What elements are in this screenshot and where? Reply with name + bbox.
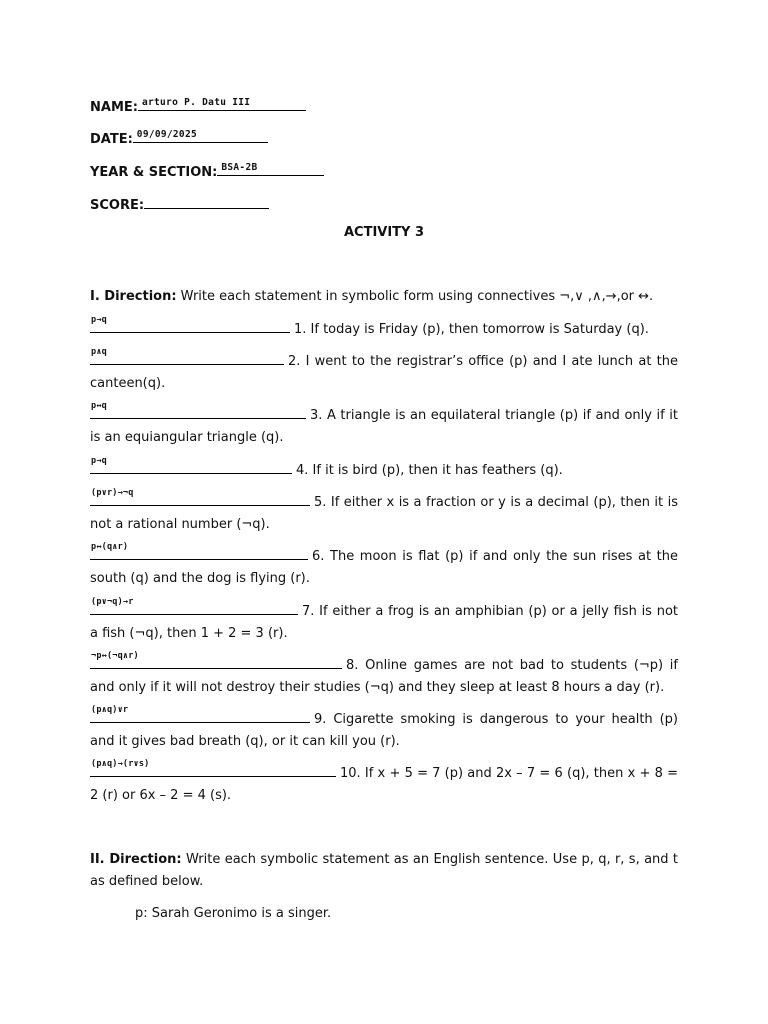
question-text-5: 5. If either x is a fraction or y is a decimal (p), then it is not a rational number (¬q). (90, 495, 678, 532)
part1-direction-text: Write each statement in symbolic form using connectives ¬,∨ ,∧,→,or ↔. (176, 289, 654, 304)
answer-line-1 (90, 315, 290, 333)
answer-line-7 (90, 597, 298, 615)
answer-handwriting-10: (p∧q)→(r∨s) (91, 759, 150, 769)
score-line (144, 193, 269, 209)
answer-handwriting-4: p→q (91, 456, 107, 466)
question-item-7 (90, 597, 678, 645)
name-line (138, 95, 306, 111)
date-line (133, 127, 268, 143)
definition-p: p: Sarah Geronimo is a singer. (135, 906, 332, 921)
name-label: NAME: (90, 100, 138, 115)
question-item-9 (90, 705, 678, 753)
question-item-3 (90, 401, 678, 449)
answer-handwriting-5: (p∨r)→¬q (91, 488, 134, 498)
question-item-10 (90, 759, 678, 807)
section-handwriting: BSA-2B (221, 162, 258, 173)
answer-handwriting-2: p∧q (91, 347, 107, 357)
answer-handwriting-8: ¬p↔(¬q∧r) (91, 651, 139, 661)
question-text-7: 7. If either a frog is an amphibian (p) or a jelly fish is not a fish (¬q), then 1 + 2 = 3 (r). (90, 604, 678, 641)
date-handwriting: 09/09/2025 (136, 129, 197, 140)
score-field (90, 193, 269, 213)
activity-title: ACTIVITY 3 (343, 225, 425, 240)
question-text-6: 6. The moon is flat (p) if and only the sun rises at the south (q) and the dog is flying (r). (90, 549, 678, 586)
part2-direction (90, 849, 678, 893)
answer-line-6 (90, 542, 308, 560)
answer-line-10 (90, 759, 336, 777)
question-text-8: 8. Online games are not bad to students (¬p) if and only if it will not destroy their studies (¬q) and they sleep at least 8 hours a day (r). (90, 658, 678, 695)
answer-handwriting-7: (p∨¬q)→r (91, 597, 134, 607)
answer-line-2 (90, 347, 284, 365)
question-text-1: 1. If today is Friday (p), then tomorrow is Saturday (q). (294, 322, 649, 337)
question-text-3: 3. A triangle is an equilateral triangle (p) if and only if it is an equiangular triangle (q). (90, 408, 678, 445)
question-item-8 (90, 651, 678, 699)
part1-direction (90, 286, 678, 308)
score-label: SCORE: (90, 198, 145, 213)
answer-handwriting-1: p→q (91, 315, 107, 325)
answer-line-5 (90, 488, 310, 506)
name-handwriting: arturo P. Datu III (141, 97, 251, 108)
answer-handwriting-9: (p∧q)∨r (91, 705, 129, 715)
answer-line-8 (90, 651, 342, 669)
part1-direction-label: I. Direction: (90, 289, 177, 304)
question-text-9: 9. Cigarette smoking is dangerous to your health (p) and it gives bad breath (q), or it can kill you (r). (90, 712, 678, 749)
answer-line-3 (90, 401, 306, 419)
answer-handwriting-3: p↔q (91, 401, 107, 411)
section-label: YEAR & SECTION: (90, 165, 218, 180)
question-text-10: 10. If x + 5 = 7 (p) and 2x – 7 = 6 (q), then x + 8 = 2 (r) or 6x – 2 = 4 (s). (90, 766, 678, 803)
answer-handwriting-6: p↔(q∧r) (91, 542, 129, 552)
question-item-1 (90, 315, 678, 341)
question-item-6 (90, 542, 678, 590)
date-field (90, 127, 268, 147)
answer-line-9 (90, 705, 310, 723)
name-field (90, 95, 306, 115)
date-label: DATE: (90, 132, 133, 147)
question-item-5 (90, 488, 678, 536)
answer-line-4 (90, 456, 292, 474)
section-field (90, 160, 324, 180)
question-item-4 (90, 456, 678, 482)
section-line (217, 160, 324, 176)
part2-direction-text: Write each symbolic statement as an English sentence. Use p, q, r, s, and t as defined below. (90, 852, 679, 889)
question-item-2 (90, 347, 678, 395)
part2-direction-label: II. Direction: (90, 852, 182, 867)
question-text-2: 2. I went to the registrar’s office (p) and I ate lunch at the canteen(q). (90, 354, 678, 391)
question-text-4: 4. If it is bird (p), then it has feathers (q). (296, 463, 563, 478)
